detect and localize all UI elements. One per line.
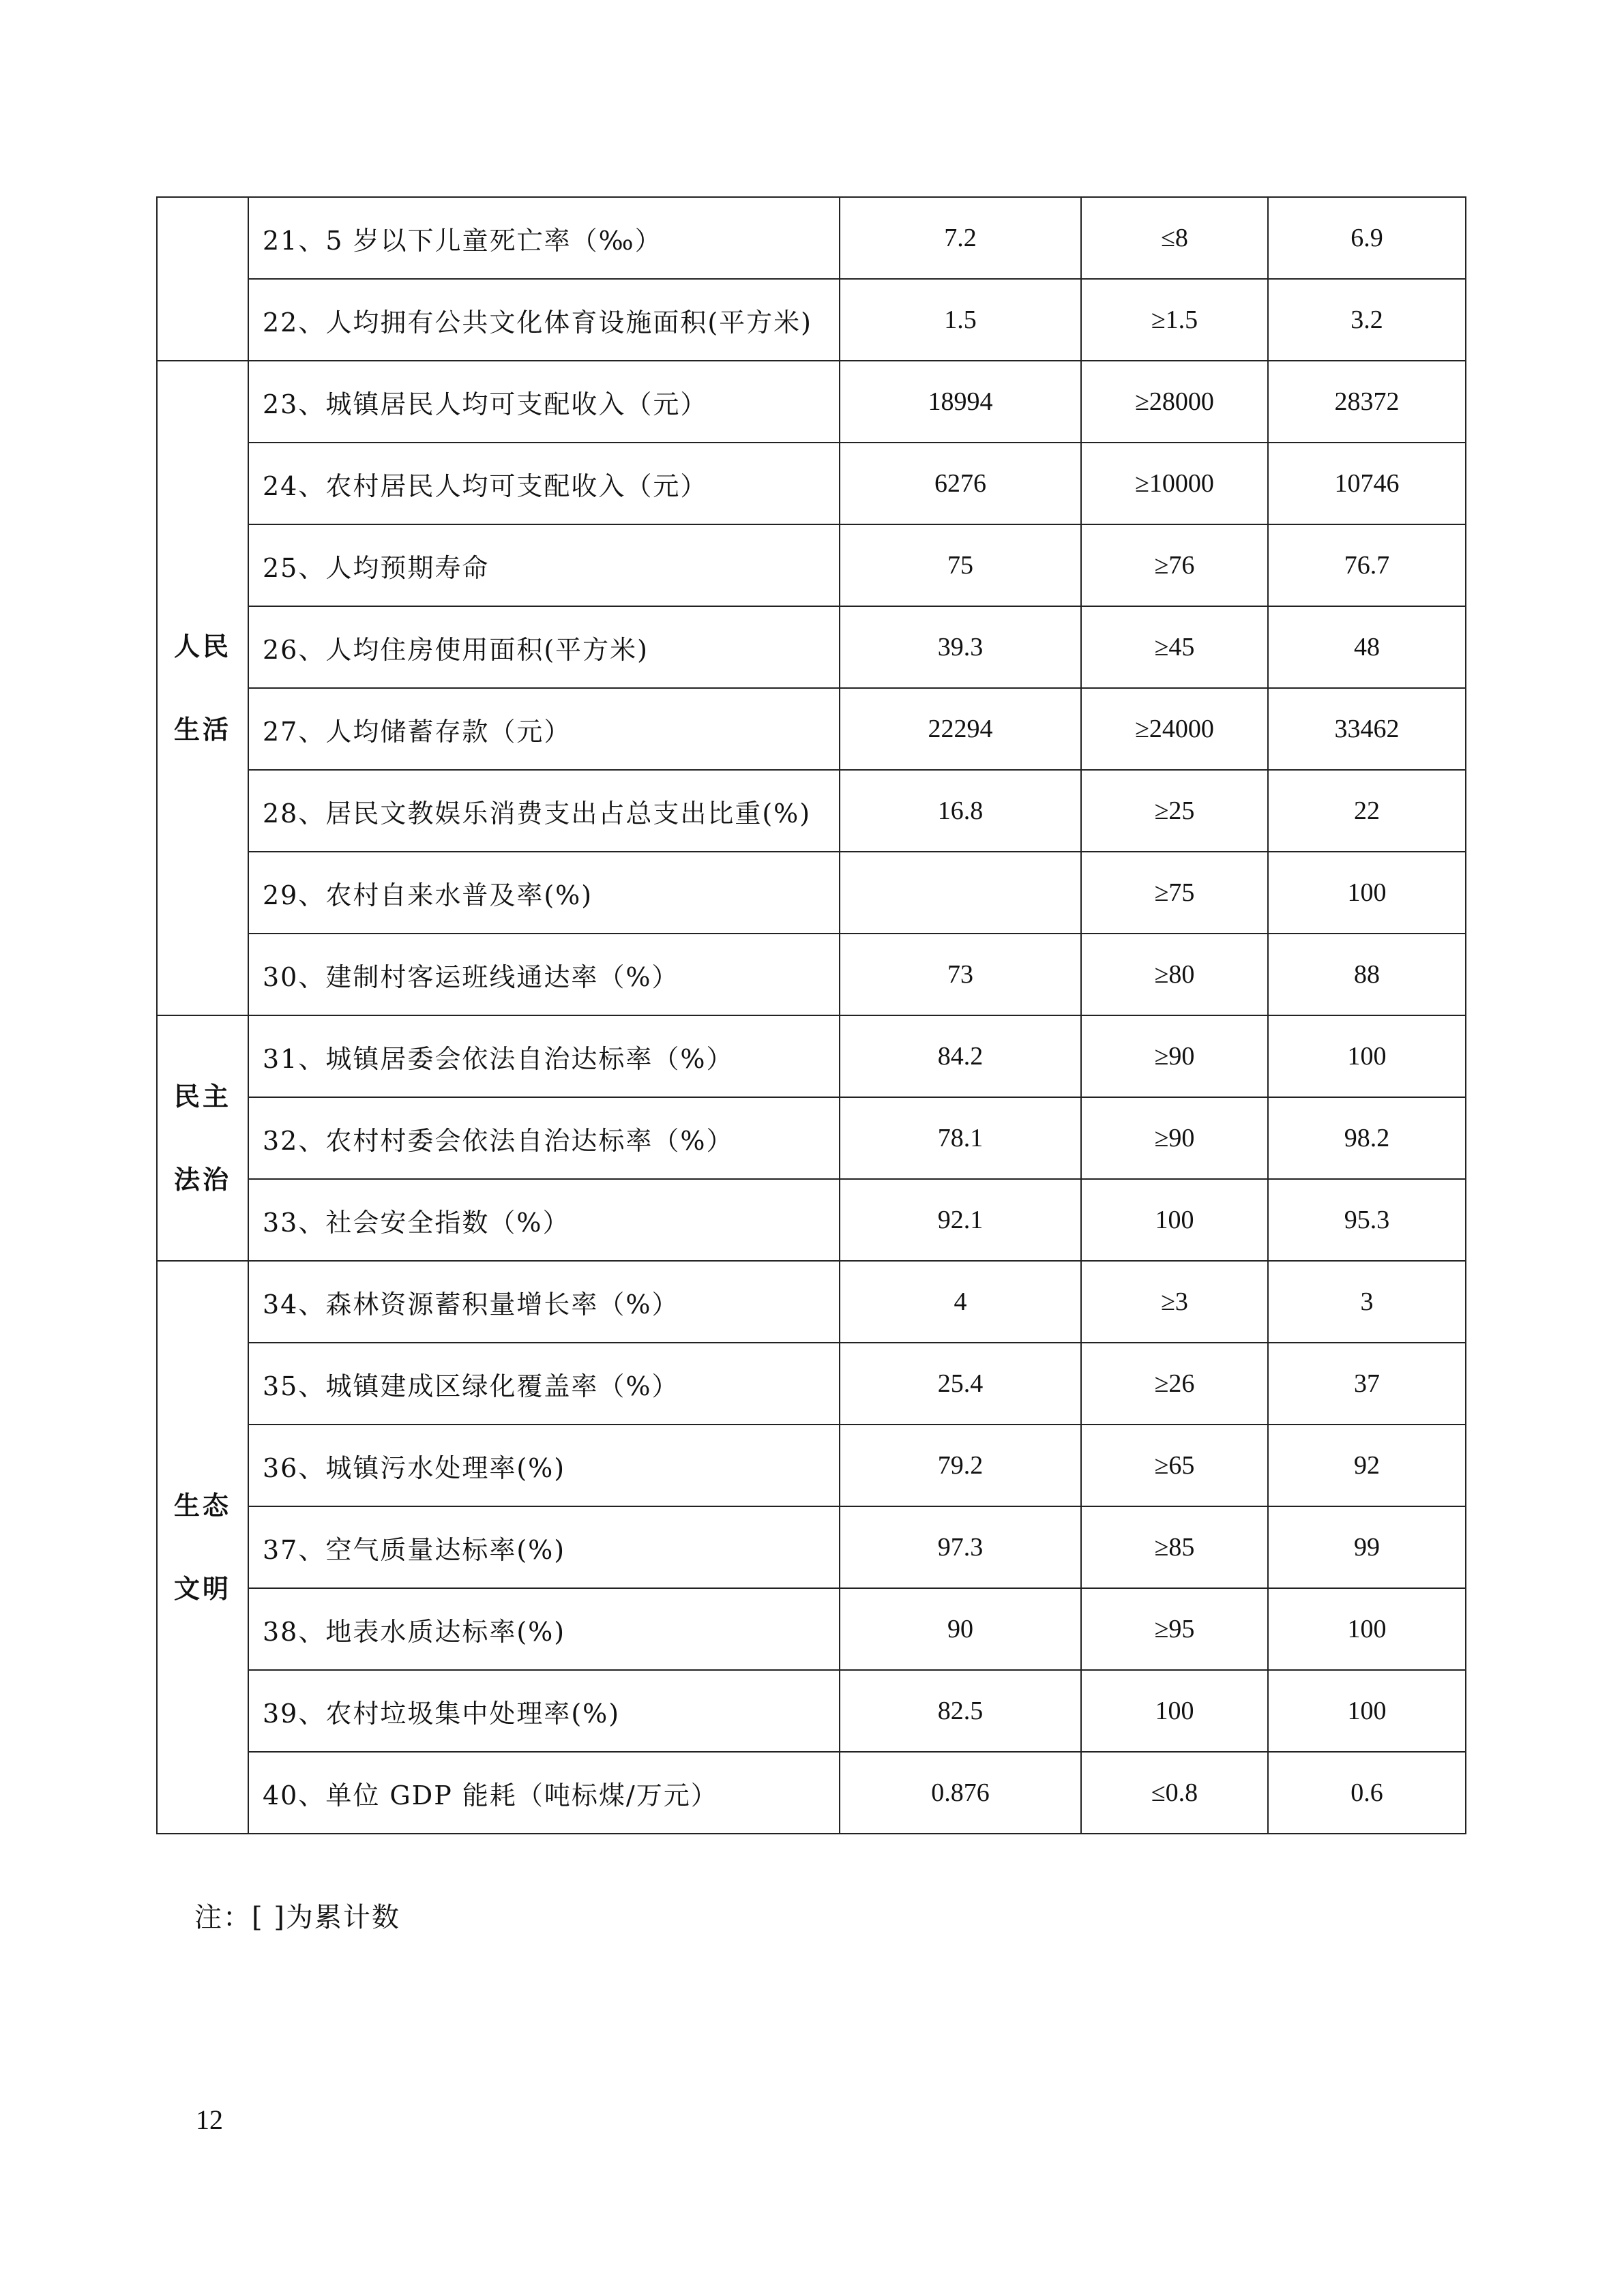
category-label-line: 人民 xyxy=(173,631,231,661)
target-value-cell: ≥25 xyxy=(1081,770,1268,852)
table-row xyxy=(157,852,1466,934)
category-label-line: 民主 xyxy=(173,1082,231,1112)
indicator-table-body xyxy=(157,197,1466,1834)
indicator-name-cell: 36、城镇污水处理率(%) xyxy=(248,1425,840,1506)
table-row xyxy=(157,279,1466,361)
category-cell xyxy=(157,1015,248,1261)
table-row xyxy=(157,1752,1466,1834)
actual-value-cell: 3.2 xyxy=(1268,279,1466,361)
table-row xyxy=(157,443,1466,524)
base-value-cell: 92.1 xyxy=(840,1179,1081,1261)
category-label-line: 生活 xyxy=(173,715,231,745)
base-value-cell: 73 xyxy=(840,934,1081,1015)
table-row xyxy=(157,1261,1466,1343)
indicator-name-cell: 40、单位 GDP 能耗（吨标煤/万元） xyxy=(248,1752,840,1834)
indicator-name-cell: 25、人均预期寿命 xyxy=(248,524,840,606)
base-value-cell: 16.8 xyxy=(840,770,1081,852)
actual-value-cell: 3 xyxy=(1268,1261,1466,1343)
table-row xyxy=(157,1015,1466,1097)
indicator-name-cell: 24、农村居民人均可支配收入（元） xyxy=(248,443,840,524)
category-cell xyxy=(157,197,248,361)
table-row xyxy=(157,197,1466,279)
actual-value-cell: 100 xyxy=(1268,852,1466,934)
base-value-cell: 6276 xyxy=(840,443,1081,524)
base-value-cell: 79.2 xyxy=(840,1425,1081,1506)
table-footnote: 注：[ ]为累计数 xyxy=(194,1902,400,1933)
indicator-name-cell: 27、人均储蓄存款（元） xyxy=(248,688,840,770)
actual-value-cell: 48 xyxy=(1268,606,1466,688)
table-row xyxy=(157,1097,1466,1179)
actual-value-cell: 88 xyxy=(1268,934,1466,1015)
actual-value-cell: 100 xyxy=(1268,1670,1466,1752)
actual-value-cell: 100 xyxy=(1268,1588,1466,1670)
table-row xyxy=(157,1506,1466,1588)
indicator-name-cell: 39、农村垃圾集中处理率(%) xyxy=(248,1670,840,1752)
table-row xyxy=(157,934,1466,1015)
base-value-cell: 75 xyxy=(840,524,1081,606)
category-cell xyxy=(157,1261,248,1834)
table-row xyxy=(157,770,1466,852)
target-value-cell: ≥76 xyxy=(1081,524,1268,606)
target-value-cell: ≥45 xyxy=(1081,606,1268,688)
actual-value-cell: 37 xyxy=(1268,1343,1466,1425)
actual-value-cell: 22 xyxy=(1268,770,1466,852)
page-number: 12 xyxy=(196,2104,223,2135)
indicator-name-cell: 33、社会安全指数（%） xyxy=(248,1179,840,1261)
target-value-cell: ≤0.8 xyxy=(1081,1752,1268,1834)
base-value-cell: 0.876 xyxy=(840,1752,1081,1834)
table-row xyxy=(157,1588,1466,1670)
category-label-line: 法治 xyxy=(173,1165,231,1195)
target-value-cell: ≥90 xyxy=(1081,1097,1268,1179)
indicator-name-cell: 29、农村自来水普及率(%) xyxy=(248,852,840,934)
actual-value-cell: 10746 xyxy=(1268,443,1466,524)
target-value-cell: 100 xyxy=(1081,1670,1268,1752)
base-value-cell: 84.2 xyxy=(840,1015,1081,1097)
target-value-cell: ≥80 xyxy=(1081,934,1268,1015)
category-label-line: 文明 xyxy=(173,1574,231,1604)
table-row xyxy=(157,1179,1466,1261)
target-value-cell: ≥10000 xyxy=(1081,443,1268,524)
actual-value-cell: 76.7 xyxy=(1268,524,1466,606)
base-value-cell: 1.5 xyxy=(840,279,1081,361)
actual-value-cell: 6.9 xyxy=(1268,197,1466,279)
category-cell xyxy=(157,361,248,1015)
indicator-name-cell: 38、地表水质达标率(%) xyxy=(248,1588,840,1670)
indicator-name-cell: 21、5 岁以下儿童死亡率（‰） xyxy=(248,197,840,279)
base-value-cell: 7.2 xyxy=(840,197,1081,279)
base-value-cell xyxy=(840,852,1081,934)
category-label-line: 生态 xyxy=(173,1491,231,1521)
target-value-cell: ≥95 xyxy=(1081,1588,1268,1670)
target-value-cell: ≥65 xyxy=(1081,1425,1268,1506)
table-row xyxy=(157,361,1466,443)
table-row xyxy=(157,606,1466,688)
actual-value-cell: 95.3 xyxy=(1268,1179,1466,1261)
indicator-name-cell: 26、人均住房使用面积(平方米) xyxy=(248,606,840,688)
indicator-name-cell: 23、城镇居民人均可支配收入（元） xyxy=(248,361,840,443)
base-value-cell: 18994 xyxy=(840,361,1081,443)
actual-value-cell: 0.6 xyxy=(1268,1752,1466,1834)
target-value-cell: ≥1.5 xyxy=(1081,279,1268,361)
actual-value-cell: 92 xyxy=(1268,1425,1466,1506)
indicator-name-cell: 35、城镇建成区绿化覆盖率（%） xyxy=(248,1343,840,1425)
target-value-cell: 100 xyxy=(1081,1179,1268,1261)
indicator-name-cell: 32、农村村委会依法自治达标率（%） xyxy=(248,1097,840,1179)
table-row xyxy=(157,1670,1466,1752)
actual-value-cell: 28372 xyxy=(1268,361,1466,443)
indicator-name-cell: 34、森林资源蓄积量增长率（%） xyxy=(248,1261,840,1343)
base-value-cell: 39.3 xyxy=(840,606,1081,688)
base-value-cell: 82.5 xyxy=(840,1670,1081,1752)
actual-value-cell: 99 xyxy=(1268,1506,1466,1588)
target-value-cell: ≥26 xyxy=(1081,1343,1268,1425)
table-row xyxy=(157,1425,1466,1506)
base-value-cell: 25.4 xyxy=(840,1343,1081,1425)
indicator-name-cell: 30、建制村客运班线通达率（%） xyxy=(248,934,840,1015)
target-value-cell: ≥3 xyxy=(1081,1261,1268,1343)
base-value-cell: 22294 xyxy=(840,688,1081,770)
table-row xyxy=(157,1343,1466,1425)
target-value-cell: ≥85 xyxy=(1081,1506,1268,1588)
actual-value-cell: 98.2 xyxy=(1268,1097,1466,1179)
indicator-name-cell: 28、居民文教娱乐消费支出占总支出比重(%) xyxy=(248,770,840,852)
table-row xyxy=(157,688,1466,770)
indicator-name-cell: 31、城镇居委会依法自治达标率（%） xyxy=(248,1015,840,1097)
base-value-cell: 97.3 xyxy=(840,1506,1081,1588)
base-value-cell: 78.1 xyxy=(840,1097,1081,1179)
indicator-name-cell: 22、人均拥有公共文化体育设施面积(平方米) xyxy=(248,279,840,361)
base-value-cell: 4 xyxy=(840,1261,1081,1343)
table-row xyxy=(157,524,1466,606)
actual-value-cell: 100 xyxy=(1268,1015,1466,1097)
indicator-name-cell: 37、空气质量达标率(%) xyxy=(248,1506,840,1588)
target-value-cell: ≥28000 xyxy=(1081,361,1268,443)
target-value-cell: ≥90 xyxy=(1081,1015,1268,1097)
target-value-cell: ≤8 xyxy=(1081,197,1268,279)
target-value-cell: ≥24000 xyxy=(1081,688,1268,770)
indicator-table xyxy=(156,196,1466,1834)
target-value-cell: ≥75 xyxy=(1081,852,1268,934)
base-value-cell: 90 xyxy=(840,1588,1081,1670)
actual-value-cell: 33462 xyxy=(1268,688,1466,770)
